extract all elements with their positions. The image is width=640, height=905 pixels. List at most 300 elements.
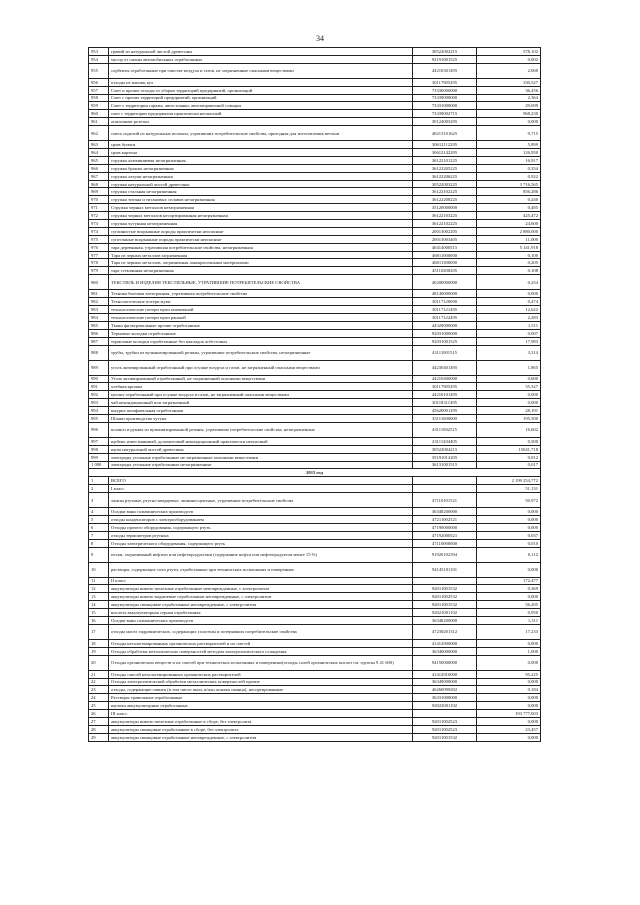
waste-amount: 193 777,003 (477, 710, 541, 718)
table-row (89, 321, 541, 329)
table-row (89, 616, 541, 624)
row-number: 1 000 (89, 461, 109, 469)
waste-amount: 3 716,565 (477, 180, 541, 188)
table-row (89, 453, 541, 461)
fkko-code: 36131001515 (413, 461, 477, 469)
table-row (89, 445, 541, 453)
row-number: 989 (89, 360, 109, 375)
fkko-code: 41412000000 (413, 639, 477, 647)
table-row (89, 180, 541, 188)
table-row (89, 156, 541, 164)
fkko-code: 46811000000 (413, 251, 477, 259)
waste-amount: 172,477 (477, 577, 541, 585)
waste-amount: 1,000 (477, 647, 541, 655)
waste-name: тара деревянная, утратившая потребительские свойства, незагрязненная (109, 243, 413, 251)
table-row (89, 515, 541, 523)
table-row (89, 678, 541, 686)
table-row (89, 523, 541, 531)
row-number: 975 (89, 235, 109, 243)
table-row (89, 63, 541, 78)
table-row (89, 461, 541, 469)
fkko-code (413, 577, 477, 585)
waste-amount: 5,899 (477, 141, 541, 149)
fkko-code (413, 477, 477, 485)
table-row (89, 718, 541, 726)
row-number: 17 (89, 624, 109, 639)
row-number: 12 (89, 585, 109, 593)
waste-name: электроды угольные отработанные незагрязненные (109, 461, 413, 469)
waste-amount: 0,000 (477, 655, 541, 670)
row-number: 982 (89, 298, 109, 306)
waste-name: II класс (109, 577, 413, 585)
row-number: 956 (89, 78, 109, 86)
table-row (89, 55, 541, 63)
row-number: 25 (89, 702, 109, 710)
row-number: 1 (89, 477, 109, 485)
fkko-code: 44210400000 (413, 375, 477, 383)
fkko-code: 36348200000 (413, 508, 477, 516)
fkko-code: 35120000000 (413, 204, 477, 212)
fkko-code: 20013002205 (413, 227, 477, 235)
fkko-code: 92022001102 (413, 702, 477, 710)
table-row (89, 48, 541, 56)
fkko-code: 36340000000 (413, 647, 477, 655)
row-number: 958 (89, 94, 109, 102)
year-header-row (89, 469, 541, 477)
row-number: 968 (89, 180, 109, 188)
waste-name: ВСЕГО (109, 477, 413, 485)
waste-amount: 0,000 (477, 593, 541, 601)
waste-amount: 0,950 (477, 609, 541, 617)
fkko-code: 30124003295 (413, 118, 477, 126)
row-number: 967 (89, 172, 109, 180)
table-row (89, 477, 541, 485)
table-row (89, 360, 541, 375)
waste-amount: 578,102 (477, 48, 541, 56)
fkko-code: 92011001532 (413, 585, 477, 593)
table-row (89, 437, 541, 445)
fkko-code: 47190000000 (413, 523, 477, 531)
row-number: 26 (89, 710, 109, 718)
row-number: 969 (89, 188, 109, 196)
table-row (89, 493, 541, 508)
row-number: 2 (89, 485, 109, 493)
fkko-code: 91920102394 (413, 547, 477, 562)
fkko-code: 40200000000 (413, 275, 477, 290)
waste-name: лампы ртутные, ртутно-кварцевые, люминесцентные, утратившие потребительские свойства (109, 493, 413, 508)
row-number: 960 (89, 110, 109, 118)
waste-name: аккумуляторы никель-железные отработанные в сборе, без электролита (109, 718, 413, 726)
waste-amount: 968,230 (477, 110, 541, 118)
waste-amount: 95,225 (477, 670, 541, 678)
waste-amount: 2,364 (477, 94, 541, 102)
waste-name: Техника бытовая электронная, утратившая потребительские свойства (109, 290, 413, 298)
waste-name: стружка чугунная незагрязненная (109, 220, 413, 228)
waste-name: Отходы обработки металлических поверхностей методом электролитического осаждения (109, 647, 413, 655)
row-number: 985 (89, 321, 109, 329)
fkko-code: 30117121495 (413, 306, 477, 314)
fkko-code: 23111204405 (413, 437, 477, 445)
row-number: 8 (89, 539, 109, 547)
table-row (89, 639, 541, 647)
waste-name: Отходы электрического оборудования, содержащего ртуть (109, 539, 413, 547)
fkko-code: 92191001525 (413, 55, 477, 63)
row-number: 27 (89, 718, 109, 726)
row-number: 9 (89, 547, 109, 562)
waste-amount: 55,327 (477, 383, 541, 391)
row-number: 961 (89, 118, 109, 126)
table-row (89, 383, 541, 391)
table-row (89, 585, 541, 593)
fkko-code: 36122206225 (413, 172, 477, 180)
table-row (89, 306, 541, 314)
table-row (89, 172, 541, 180)
table-row (89, 329, 541, 337)
fkko-code: 43111002515 (413, 422, 477, 437)
fkko-code: 47230201312 (413, 624, 477, 639)
waste-amount: 11,000 (477, 235, 541, 243)
waste-amount: 0,000 (477, 391, 541, 399)
fkko-code: 73331000000 (413, 102, 477, 110)
waste-amount: 50,972 (477, 493, 541, 508)
table-row (89, 94, 541, 102)
waste-amount: 0,240 (477, 196, 541, 204)
waste-amount: 856,286 (477, 188, 541, 196)
waste-amount: 2,283 (477, 313, 541, 321)
waste-amount: 0,474 (477, 298, 541, 306)
fkko-code: 44210301495 (413, 63, 477, 78)
fkko-code: 92031001525 (413, 337, 477, 345)
row-number: 992 (89, 391, 109, 399)
row-number: 22 (89, 678, 109, 686)
waste-name: аккумуляторы свинцовые отработанные неповрежденные, с электролитом (109, 601, 413, 609)
table-row (89, 593, 541, 601)
table-row (89, 694, 541, 702)
row-number: 990 (89, 375, 109, 383)
fkko-code: 30522003225 (413, 180, 477, 188)
waste-amount: 0,254 (477, 275, 541, 290)
table-row (89, 220, 541, 228)
waste-amount: 0,000 (477, 562, 541, 577)
waste-name: Осадки ванн гальванических производств (109, 616, 413, 624)
fkko-code: 36122102225 (413, 188, 477, 196)
waste-amount: 16,917 (477, 156, 541, 164)
row-number: 996 (89, 422, 109, 437)
fkko-code: 40414000515 (413, 243, 477, 251)
table-row (89, 251, 541, 259)
table-row (89, 204, 541, 212)
fkko-code: 92021001102 (413, 609, 477, 617)
waste-name: ТЕКСТИЛЬ И ИЗДЕЛИЯ ТЕКСТИЛЬНЫЕ, УТРАТИВШИЕ ПОТРЕБИТЕЛЬСКИЕ СВОЙСТВА (109, 275, 413, 290)
waste-amount: 0,000 (477, 399, 541, 407)
fkko-code: 20013003405 (413, 235, 477, 243)
waste-name: Уголь активированный отработанный, не загрязненный опасными веществами (109, 375, 413, 383)
fkko-code: 44230401495 (413, 360, 477, 375)
row-number: 965 (89, 156, 109, 164)
row-number: 19 (89, 647, 109, 655)
waste-name: Отходы смесей негалогенированных органических растворителей (109, 670, 413, 678)
table-row (89, 539, 541, 547)
row-number: 7 (89, 531, 109, 539)
waste-name: Растворы травильные отработанные (109, 694, 413, 702)
row-number: 973 (89, 220, 109, 228)
fkko-code: 46260099202 (413, 686, 477, 694)
row-number: 987 (89, 337, 109, 345)
waste-name: Осадки ванн гальванических производств (109, 508, 413, 516)
waste-name: пески, загрязненный нефтью или нефтепродуктами (содержание нефти или нефтепродуктов менее 15 %) (109, 547, 413, 562)
row-number: 966 (89, 164, 109, 172)
row-number: 29 (89, 733, 109, 741)
waste-amount: 195,500 (477, 414, 541, 422)
fkko-code: 30612142295 (413, 149, 477, 157)
row-number: 999 (89, 453, 109, 461)
table-row (89, 609, 541, 617)
waste-name: хлебная крошка (109, 383, 413, 391)
row-number: 4 (89, 508, 109, 516)
table-row (89, 531, 541, 539)
waste-amount: 0,485 (477, 204, 541, 212)
waste-amount: 0,002 (477, 55, 541, 63)
waste-name: супесчаные вскрышные породы практически неопасные (109, 235, 413, 243)
waste-amount: 2,060 (477, 63, 541, 78)
fkko-code: 36122102225 (413, 220, 477, 228)
fkko-code: 40213101625 (413, 126, 477, 141)
fkko-code: 92011002523 (413, 718, 477, 726)
waste-amount: 0,010 (477, 539, 541, 547)
row-number: 13 (89, 593, 109, 601)
waste-name: Тара из черных металлов загрязненная (109, 251, 413, 259)
waste-amount: 0,000 (477, 523, 541, 531)
table-row (89, 710, 541, 718)
waste-amount: 16,602 (477, 422, 541, 437)
waste-amount: 28,191 (477, 407, 541, 415)
table-row (89, 118, 541, 126)
row-number: 998 (89, 445, 109, 453)
fkko-code: 30117120000 (413, 298, 477, 306)
waste-name: Отходы прочего оборудования, содержащего ртуть (109, 523, 413, 531)
table-row (89, 647, 541, 655)
waste-amount: 0,184 (477, 686, 541, 694)
waste-name: Технологические потери муки (109, 298, 413, 306)
row-number: 977 (89, 251, 109, 259)
row-number: 3 (89, 493, 109, 508)
waste-amount: 0,000 (477, 639, 541, 647)
table-row (89, 243, 541, 251)
waste-name: технологические потери муки пшеничной (109, 306, 413, 314)
waste-name: суглинистые вскрышные породы практически неопасные (109, 227, 413, 235)
waste-amount: 2 199 254,772 (477, 477, 541, 485)
waste-name: стружка стальная незагрязненная (109, 188, 413, 196)
row-number: 979 (89, 267, 109, 275)
table-row (89, 601, 541, 609)
waste-name: срыв бумаги (109, 141, 413, 149)
row-number: 6 (89, 523, 109, 531)
row-number: 10 (89, 562, 109, 577)
table-row (89, 86, 541, 94)
row-number: 15 (89, 609, 109, 617)
waste-amount: 2 880,000 (477, 227, 541, 235)
fkko-code: 94145101101 (413, 562, 477, 577)
waste-amount: 0,500 (477, 437, 541, 445)
waste-amount: 0,000 (477, 678, 541, 686)
table-row (89, 345, 541, 360)
waste-amount: 0,108 (477, 267, 541, 275)
table-row (89, 141, 541, 149)
waste-amount: 0,007 (477, 329, 541, 337)
waste-name: отходы масел гидравлических, содержащих галогены и потерявших потребительские свойства (109, 624, 413, 639)
waste-name: растворы, содержащие соли ртути, отработанные при технических испытаниях и измерениях (109, 562, 413, 577)
row-number: 955 (89, 63, 109, 78)
table-row (89, 407, 541, 415)
fkko-code: 36331000000 (413, 694, 477, 702)
waste-amount: 5 141,918 (477, 243, 541, 251)
waste-name: срыв картона (109, 149, 413, 157)
page-number: 34 (316, 34, 324, 43)
waste-name: цеолит отработанный при осушке воздуха и газов, не загрязненный опасными веществами (109, 391, 413, 399)
waste-name: аккумуляторы свинцовые отработанные в сборе, без электролита (109, 725, 413, 733)
waste-name: электроды угольные отработанные не загрязненные опасными веществами (109, 453, 413, 461)
row-number: 997 (89, 437, 109, 445)
table-row (89, 686, 541, 694)
table-row (89, 290, 541, 298)
waste-amount: 0,000 (477, 118, 541, 126)
waste-name: стружка натуральной чистой древесины (109, 180, 413, 188)
fkko-code: 92011002532 (413, 593, 477, 601)
waste-amount: 15041,718 (477, 445, 541, 453)
table-row (89, 110, 541, 118)
row-number: 994 (89, 407, 109, 415)
waste-amount: 17,233 (477, 624, 541, 639)
table-row (89, 267, 541, 275)
row-number: 988 (89, 345, 109, 360)
waste-name: опилочные розетки (109, 118, 413, 126)
table-row (89, 702, 541, 710)
waste-name: Тара из черных металлов, загрязненная лакокрасочными материалами (109, 259, 413, 267)
year-header: 2015 год (89, 469, 541, 477)
waste-amount: 330,527 (477, 78, 541, 86)
waste-amount: 0,012 (477, 453, 541, 461)
waste-name: Смет с территории гаража, автостоянки, автозаправочной станции (109, 102, 413, 110)
table-row (89, 235, 541, 243)
table-row (89, 547, 541, 562)
fkko-code: 92011001532 (413, 601, 477, 609)
table-row (89, 126, 541, 141)
waste-name: Ткани фильтровальные прочие отработанные (109, 321, 413, 329)
table-row (89, 275, 541, 290)
waste-name: смесь изделий из натуральных волокон, утративших потребительские свойства, пригодная для изготовления ветоши (109, 126, 413, 141)
waste-amount: 0,017 (477, 461, 541, 469)
row-number: 20 (89, 655, 109, 670)
fkko-code (413, 710, 477, 718)
waste-amount: 126,950 (477, 149, 541, 157)
fkko-code: 36122205225 (413, 164, 477, 172)
fkko-code: 44210101495 (413, 391, 477, 399)
fkko-code: 41412910000 (413, 670, 477, 678)
table-row (89, 313, 541, 321)
waste-name: отходы конденсаторов с электрооборудованием (109, 515, 413, 523)
waste-amount: 0,000 (477, 515, 541, 523)
waste-name: стружка титана и титановых сплавов незагрязненная (109, 196, 413, 204)
table-row (89, 577, 541, 585)
row-number: 970 (89, 196, 109, 204)
fkko-code: 47211002521 (413, 515, 477, 523)
table-row (89, 624, 541, 639)
table-row (89, 655, 541, 670)
row-number: 991 (89, 383, 109, 391)
waste-amount: 1,311 (477, 616, 541, 624)
waste-amount: 12,622 (477, 306, 541, 314)
table-row (89, 733, 541, 741)
fkko-code (413, 485, 477, 493)
row-number: 21 (89, 670, 109, 678)
table-row (89, 485, 541, 493)
waste-amount: 0,000 (477, 290, 541, 298)
waste-name: шкурка шлифовальная отработанная (109, 407, 413, 415)
fkko-code: 94150000000 (413, 655, 477, 670)
waste-name: гравий из натуральной чистой древесины (109, 48, 413, 56)
table-row (89, 298, 541, 306)
waste-name: Смет с прочих территорий предприятий, организаций (109, 94, 413, 102)
waste-name: Отходы электролитической обработки металлических поверхностей прочие (109, 678, 413, 686)
waste-name: стружка черных металлов несортированная незагрязненная (109, 212, 413, 220)
waste-name: стружка бронзы незагрязненная (109, 164, 413, 172)
waste-amount: 0,000 (477, 733, 541, 741)
waste-amount: 0,000 (477, 718, 541, 726)
waste-name: Смет и прочие отходы от уборки территорий предприятий, организаций (109, 86, 413, 94)
waste-name: отходы из жилищ кух (109, 78, 413, 86)
table-row (89, 164, 541, 172)
waste-name: трубы, трубки из вулканизированной резины, утратившие потребительские свойства, незагрязненные (109, 345, 413, 360)
waste-name: щепа натуральной чистой древесины (109, 445, 413, 453)
waste-name: шланги и рукава из вулканизированной резины, утратившие потребительские свойства, незагрязненные (109, 422, 413, 437)
waste-name: отходы термометров ртутных (109, 531, 413, 539)
table-row (89, 259, 541, 267)
table-row (89, 670, 541, 678)
waste-name: кислота аккумуляторная серная отработанная (109, 609, 413, 617)
row-number: 957 (89, 86, 109, 94)
row-number: 964 (89, 149, 109, 157)
waste-amount: 24,600 (477, 220, 541, 228)
row-number: 978 (89, 259, 109, 267)
waste-name: стружка алюминиевая незагрязненная (109, 156, 413, 164)
fkko-code: 30117905295 (413, 383, 477, 391)
waste-amount: 9,715 (477, 126, 541, 141)
fkko-code: 73330000000 (413, 86, 477, 94)
row-number: 959 (89, 102, 109, 110)
table-row (89, 375, 541, 383)
fkko-code: 43111001515 (413, 345, 477, 360)
waste-amount: 0,000 (477, 508, 541, 516)
fkko-code: 36122208225 (413, 196, 477, 204)
row-number: 976 (89, 243, 109, 251)
waste-name: аккумуляторы никель-железные отработанные неповрежденные, с электролитом (109, 585, 413, 593)
waste-amount: 23,457 (477, 725, 541, 733)
fkko-code: 47192000521 (413, 531, 477, 539)
table-row (89, 337, 541, 345)
waste-amount: 0,600 (477, 375, 541, 383)
waste-name: I класс (109, 485, 413, 493)
fkko-code: 30522002215 (413, 48, 477, 56)
fkko-code: 48140000000 (413, 290, 477, 298)
table-row (89, 391, 541, 399)
fkko-code: 36348200000 (413, 616, 477, 624)
table-row (89, 414, 541, 422)
fkko-code: 30117122495 (413, 313, 477, 321)
table-row (89, 508, 541, 516)
waste-amount: 0,369 (477, 585, 541, 593)
waste-amount: 0,000 (477, 702, 541, 710)
row-number: 18 (89, 639, 109, 647)
